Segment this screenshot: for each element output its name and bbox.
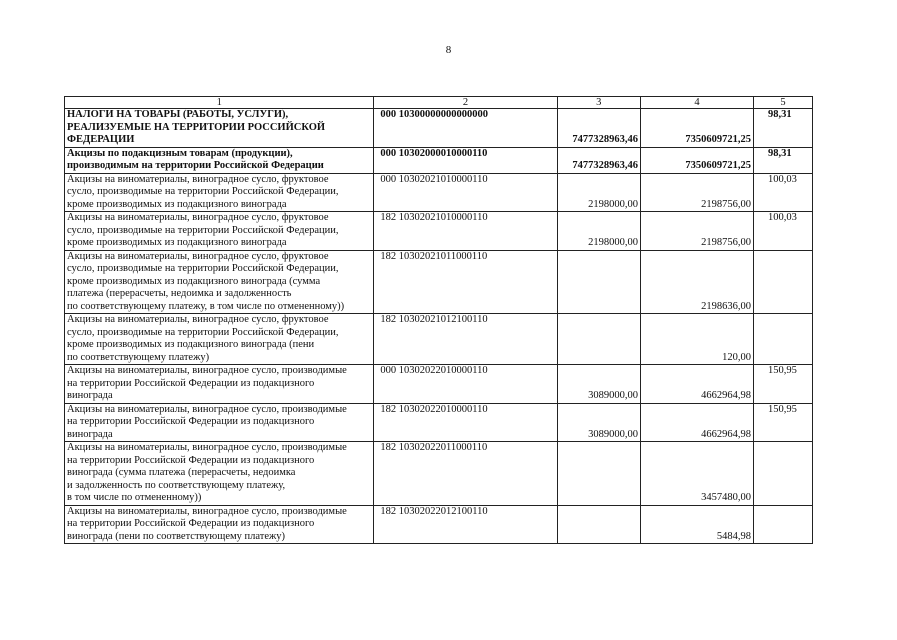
cell-code: 000 10302000010000110 bbox=[374, 147, 557, 173]
cell-actual: 2198756,00 bbox=[640, 212, 753, 251]
cell-actual: 4662964,98 bbox=[640, 365, 753, 404]
cell-actual: 5484,98 bbox=[640, 505, 753, 544]
cell-percent bbox=[753, 505, 812, 544]
table-row bbox=[65, 109, 813, 148]
table-row bbox=[65, 173, 813, 212]
cell-code: 000 10300000000000000 bbox=[374, 109, 557, 148]
cell-plan: 2198000,00 bbox=[557, 173, 640, 212]
revenue-table bbox=[64, 96, 813, 544]
table-row bbox=[65, 505, 813, 544]
cell-name: Акцизы по подакцизным товарам (продукции), производимым на территории Российской Федерации bbox=[65, 147, 374, 173]
cell-name: НАЛОГИ НА ТОВАРЫ (РАБОТЫ, УСЛУГИ), РЕАЛИЗУЕМЫЕ НА ТЕРРИТОРИИ РОССИЙСКОЙ ФЕДЕРАЦИИ bbox=[65, 109, 374, 148]
cell-plan: 2198000,00 bbox=[557, 212, 640, 251]
header-col-5: 5 bbox=[753, 97, 812, 109]
header-row bbox=[65, 97, 813, 109]
cell-name: Акцизы на виноматериалы, виноградное сусло, производимые на территории Российской Федерации из подакцизного винограда bbox=[65, 365, 374, 404]
header-col-3: 3 bbox=[557, 97, 640, 109]
table-row bbox=[65, 250, 813, 314]
table-row bbox=[65, 365, 813, 404]
cell-code: 182 10302022012100110 bbox=[374, 505, 557, 544]
cell-plan bbox=[557, 505, 640, 544]
table-header bbox=[65, 97, 813, 109]
cell-plan bbox=[557, 250, 640, 314]
header-col-1: 1 bbox=[65, 97, 374, 109]
cell-plan: 7477328963,46 bbox=[557, 147, 640, 173]
cell-code: 000 10302022010000110 bbox=[374, 365, 557, 404]
cell-code: 182 10302021010000110 bbox=[374, 212, 557, 251]
cell-percent: 98,31 bbox=[753, 109, 812, 148]
cell-code: 182 10302021011000110 bbox=[374, 250, 557, 314]
cell-percent: 100,03 bbox=[753, 173, 812, 212]
table-row bbox=[65, 314, 813, 365]
table-body bbox=[65, 109, 813, 544]
cell-code: 182 10302022011000110 bbox=[374, 442, 557, 506]
cell-actual: 7350609721,25 bbox=[640, 147, 753, 173]
cell-code: 182 10302021012100110 bbox=[374, 314, 557, 365]
cell-actual: 120,00 bbox=[640, 314, 753, 365]
cell-actual: 4662964,98 bbox=[640, 403, 753, 442]
cell-actual: 2198636,00 bbox=[640, 250, 753, 314]
cell-percent: 150,95 bbox=[753, 403, 812, 442]
table-row bbox=[65, 442, 813, 506]
cell-name: Акцизы на виноматериалы, виноградное сусло, фруктовое сусло, производимые на территории Российской Федерации, кроме производимых из подакцизного винограда (сумма платежа (перерасчеты, недоимка и задолженность по соответствующему платежу, в том числе по отмененному)) bbox=[65, 250, 374, 314]
header-col-4: 4 bbox=[640, 97, 753, 109]
table-row bbox=[65, 403, 813, 442]
cell-plan: 3089000,00 bbox=[557, 365, 640, 404]
cell-name: Акцизы на виноматериалы, виноградное сусло, производимые на территории Российской Федерации из подакцизного винограда bbox=[65, 403, 374, 442]
cell-name: Акцизы на виноматериалы, виноградное сусло, фруктовое сусло, производимые на территории Российской Федерации, кроме производимых из подакцизного винограда bbox=[65, 173, 374, 212]
page-number: 8 bbox=[445, 44, 452, 56]
cell-percent bbox=[753, 314, 812, 365]
cell-actual: 7350609721,25 bbox=[640, 109, 753, 148]
cell-percent: 100,03 bbox=[753, 212, 812, 251]
cell-percent: 150,95 bbox=[753, 365, 812, 404]
table-row bbox=[65, 147, 813, 173]
cell-actual: 3457480,00 bbox=[640, 442, 753, 506]
table-row bbox=[65, 212, 813, 251]
cell-plan bbox=[557, 442, 640, 506]
cell-name: Акцизы на виноматериалы, виноградное сусло, фруктовое сусло, производимые на территории Российской Федерации, кроме производимых из подакцизного винограда (пени по соответствующему платежу) bbox=[65, 314, 374, 365]
cell-code: 000 10302021010000110 bbox=[374, 173, 557, 212]
cell-percent: 98,31 bbox=[753, 147, 812, 173]
header-col-2: 2 bbox=[374, 97, 557, 109]
cell-name: Акцизы на виноматериалы, виноградное сусло, производимые на территории Российской Федерации из подакцизного винограда (пени по соответствующему платежу) bbox=[65, 505, 374, 544]
cell-code: 182 10302022010000110 bbox=[374, 403, 557, 442]
cell-percent bbox=[753, 250, 812, 314]
cell-name: Акцизы на виноматериалы, виноградное сусло, производимые на территории Российской Федерации из подакцизного винограда (сумма платежа (перерасчеты, недоимка и задолженность по соответствующему платежу, в том числе по отмененному)) bbox=[65, 442, 374, 506]
cell-plan: 3089000,00 bbox=[557, 403, 640, 442]
cell-percent bbox=[753, 442, 812, 506]
cell-plan bbox=[557, 314, 640, 365]
cell-plan: 7477328963,46 bbox=[557, 109, 640, 148]
cell-actual: 2198756,00 bbox=[640, 173, 753, 212]
cell-name: Акцизы на виноматериалы, виноградное сусло, фруктовое сусло, производимые на территории Российской Федерации, кроме производимых из подакцизного винограда bbox=[65, 212, 374, 251]
